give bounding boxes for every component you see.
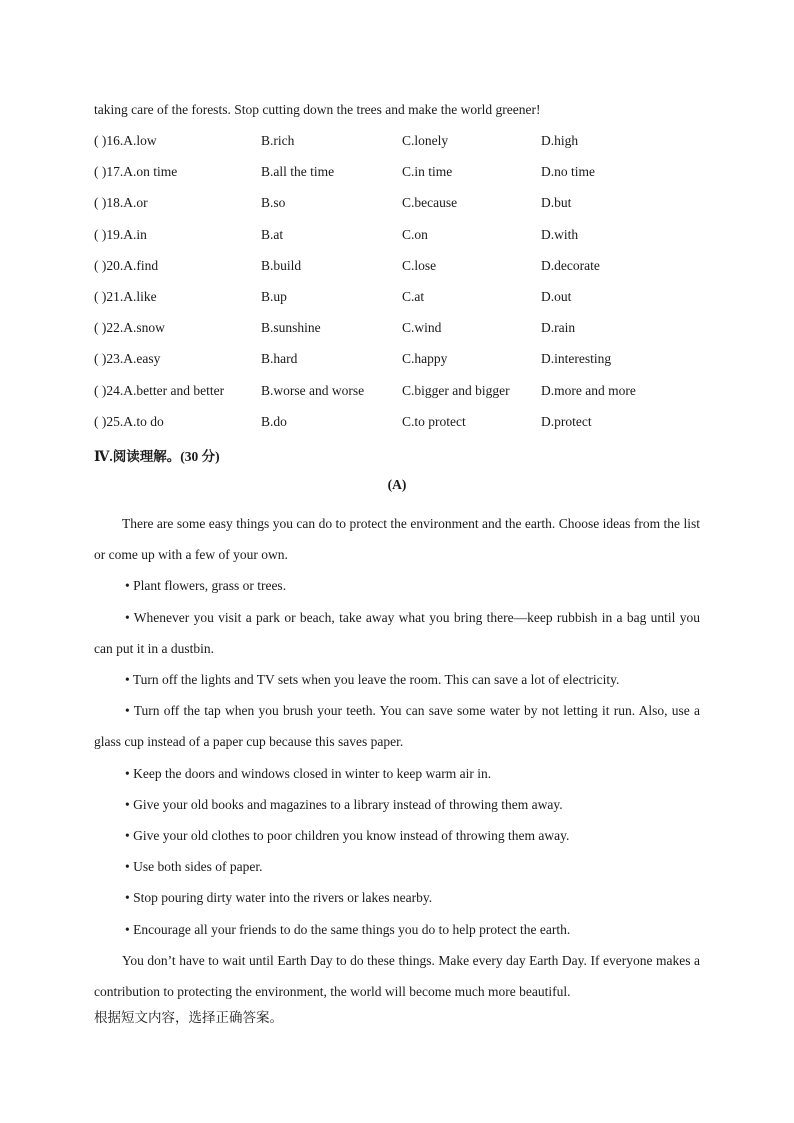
- list-item: • Give your old clothes to poor children you know instead of throwing them away.: [125, 828, 570, 844]
- list-item: • Turn off the tap when you brush your teeth. You can save some water by not letting it run. Also, use a glass cup instead of a paper cup because this saves paper.: [94, 703, 700, 750]
- option-c: C.because: [402, 195, 458, 211]
- option-a: ( )24.A.better and better: [94, 382, 225, 398]
- option-b: B.worse and worse: [261, 382, 365, 398]
- section-heading: Ⅳ.阅读理解。(30 分): [94, 449, 220, 464]
- option-d: D.protect: [541, 413, 592, 429]
- list-item: • Whenever you visit a park or beach, take away what you bring there—keep rubbish in a bag until you can put it in a dustbin.: [94, 609, 700, 656]
- option-d: D.no time: [541, 164, 595, 180]
- option-c: C.on: [402, 226, 428, 242]
- list-item: • Turn off the lights and TV sets when you leave the room. This can save a lot of electricity.: [125, 672, 620, 688]
- option-d: D.more and more: [541, 382, 636, 398]
- option-a: ( )23.A.easy: [94, 351, 161, 367]
- question-row: [94, 351, 700, 382]
- list-item: • Encourage all your friends to do the same things you do to help protect the earth.: [125, 921, 571, 937]
- option-d: D.interesting: [541, 351, 612, 367]
- passage-continuation-line: taking care of the forests. Stop cutting down the trees and make the world greener!: [94, 102, 541, 117]
- option-c: C.bigger and bigger: [402, 382, 510, 398]
- question-row: [94, 383, 700, 414]
- option-a: ( )25.A.to do: [94, 413, 164, 429]
- option-b: B.so: [261, 195, 286, 211]
- passage-conclusion: You don’t have to wait until Earth Day to do these things. Make every day Earth Day. If everyone makes a contribution to protecting the environment, the world will become much more beautiful.: [94, 952, 700, 1000]
- option-b: B.at: [261, 226, 284, 242]
- option-d: D.with: [541, 226, 579, 242]
- option-b: B.up: [261, 288, 287, 304]
- question-row: [94, 320, 700, 351]
- option-b: B.sunshine: [261, 320, 321, 336]
- list-item: • Keep the doors and windows closed in winter to keep warm air in.: [125, 765, 492, 781]
- question-row: [94, 414, 700, 445]
- option-c: C.happy: [402, 351, 448, 367]
- option-d: D.rain: [541, 320, 576, 336]
- option-a: ( )16.A.low: [94, 133, 157, 148]
- option-b: B.build: [261, 257, 302, 273]
- option-c: C.in time: [402, 164, 453, 180]
- option-c: C.at: [402, 288, 425, 304]
- passage-intro: There are some easy things you can do to protect the environment and the earth. Choose ideas from the list or come up with a few of your own.: [94, 516, 700, 563]
- list-item: • Use both sides of paper.: [125, 859, 263, 875]
- cloze-options-list: [94, 133, 700, 445]
- list-item: • Stop pouring dirty water into the rivers or lakes nearby.: [125, 890, 433, 906]
- option-c: C.lonely: [402, 133, 449, 148]
- option-c: C.lose: [402, 257, 437, 273]
- option-a: ( )17.A.on time: [94, 164, 178, 180]
- option-b: B.all the time: [261, 164, 335, 180]
- option-d: D.high: [541, 133, 579, 148]
- list-item: • Plant flowers, grass or trees.: [125, 578, 287, 594]
- list-item: • Give your old books and magazines to a library instead of throwing them away.: [125, 796, 563, 812]
- option-d: D.out: [541, 288, 572, 304]
- option-a: ( )18.A.or: [94, 195, 148, 211]
- option-a: ( )19.A.in: [94, 226, 147, 242]
- option-a: ( )20.A.find: [94, 257, 159, 273]
- question-row: [94, 289, 700, 320]
- passage-title: (A): [387, 477, 407, 492]
- reading-passage: [94, 508, 700, 1007]
- question-row: [94, 258, 700, 289]
- option-a: ( )22.A.snow: [94, 320, 165, 336]
- question-row: [94, 164, 700, 195]
- option-d: D.but: [541, 195, 572, 211]
- option-a: ( )21.A.like: [94, 288, 157, 304]
- option-c: C.to protect: [402, 413, 466, 429]
- option-b: B.rich: [261, 133, 295, 148]
- option-b: B.hard: [261, 351, 298, 367]
- option-b: B.do: [261, 413, 287, 429]
- question-row: [94, 133, 700, 164]
- question-row: [94, 227, 700, 258]
- question-instruction: 根据短文内容，选择正确答案。: [94, 1010, 283, 1026]
- option-c: C.wind: [402, 320, 442, 336]
- question-row: [94, 195, 700, 226]
- option-d: D.decorate: [541, 257, 600, 273]
